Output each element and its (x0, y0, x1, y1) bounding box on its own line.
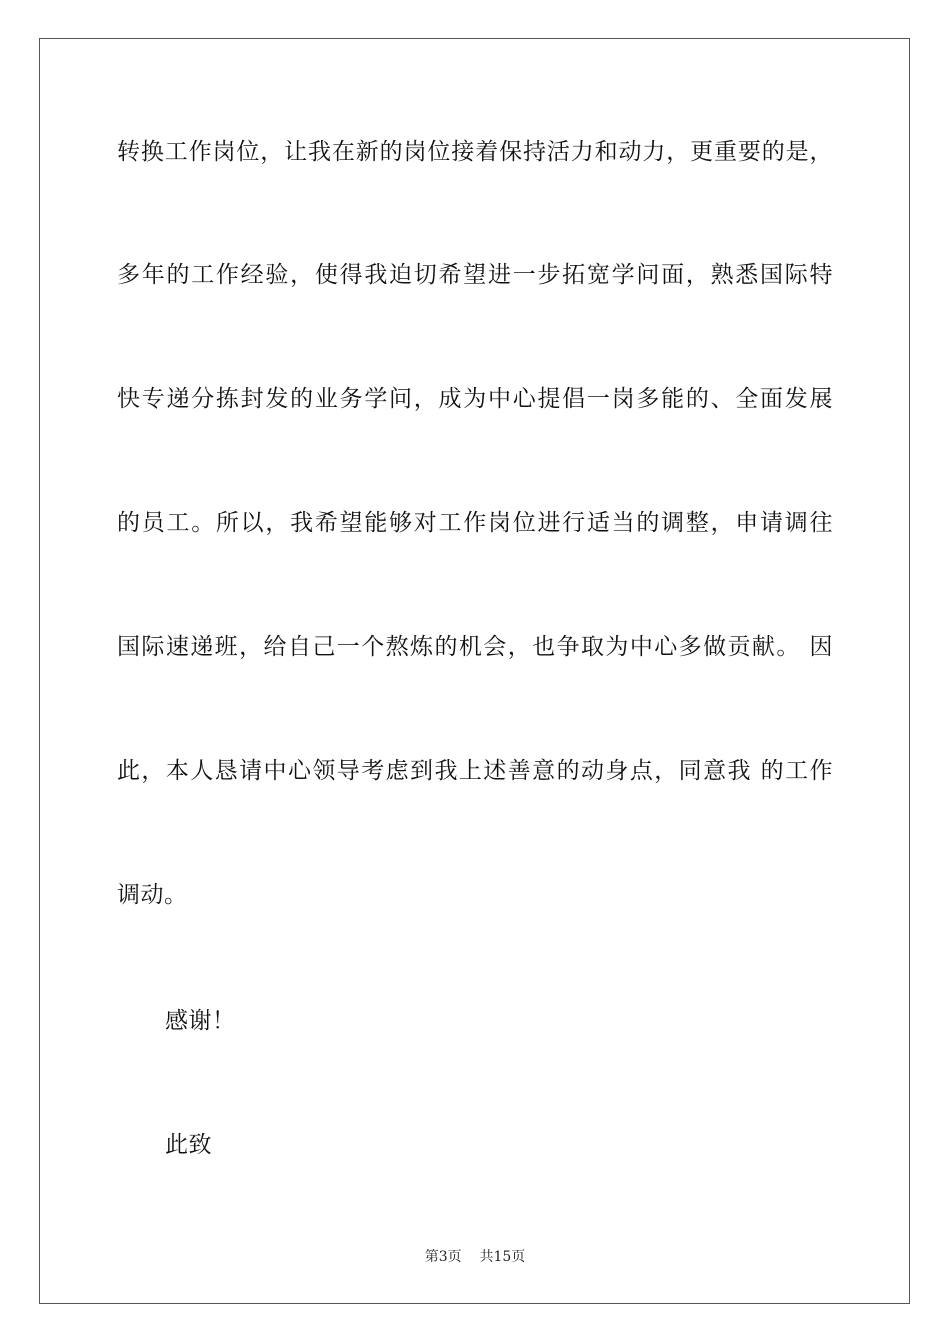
page-footer (0, 1248, 950, 1266)
body-line-4: 的员工。所以，我希望能够对工作岗位进行适当的调整，申请调往 (117, 510, 833, 536)
body-line-2: 多年的工作经验，使得我迫切希望进一步拓宽学问面，熟悉国际特 (117, 262, 833, 288)
body-line-3: 快专递分拣封发的业务学问，成为中心提倡一岗多能的、全面发展 (117, 386, 833, 412)
body-line-5: 国际速递班，给自己一个熬炼的机会，也争取为中心多做贡献。 因 (117, 634, 833, 660)
body-line-1: 转换工作岗位，让我在新的岗位接着保持活力和动力，更重要的是， (117, 139, 833, 165)
body-line-7: 调动。 (117, 882, 188, 908)
body-line-6: 此，本人恳请中心领导考虑到我上述善意的动身点，同意我 的工作 (117, 758, 833, 784)
page-border (39, 38, 910, 1304)
closing-thanks: 感谢！ (165, 1008, 236, 1034)
closing-salutation: 此致 (165, 1132, 212, 1158)
page-total: 共15页 (479, 1249, 526, 1265)
page-number: 第3页 (424, 1249, 462, 1265)
